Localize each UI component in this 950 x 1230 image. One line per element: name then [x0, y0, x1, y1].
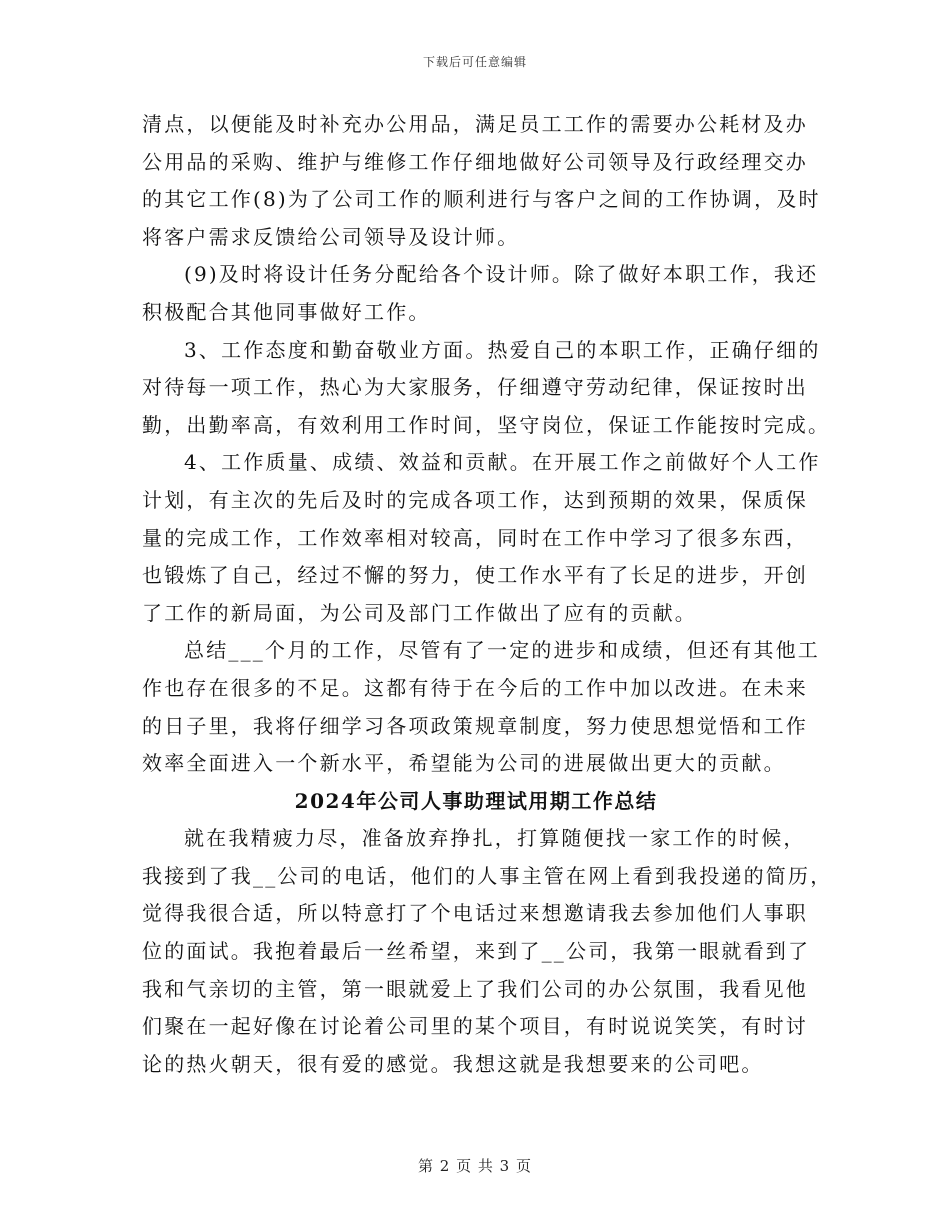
paragraph-line: 3、工作态度和勤奋敬业方面。热爱自己的本职工作，正确仔细的	[184, 337, 821, 362]
document-body	[142, 106, 833, 1083]
paragraph-line: 了工作的新局面，为公司及部门工作做出了应有的贡献。	[142, 600, 697, 625]
paragraph-line: 清点，以便能及时补充办公用品，满足员工工作的需要办公耗材及办	[142, 112, 808, 136]
paragraph-line: 们聚在一起好像在讨论着公司里的某个项目，有时说说笑笑，有时讨	[142, 1014, 808, 1039]
paragraph-line: 觉得我很合适，所以特意打了个电话过来想邀请我去参加他们人事职	[142, 901, 808, 926]
paragraph-line: (9)及时将设计任务分配给各个设计师。除了做好本职工作，我还	[184, 262, 819, 287]
paragraph-line: 公用品的采购、维护与维修工作仔细地做好公司领导及行政经理交办	[142, 149, 808, 174]
paragraph-line: 位的面试。我抱着最后一丝希望，来到了__公司，我第一眼就看到了	[142, 939, 811, 964]
paragraph-line: 计划，有主次的先后及时的完成各项工作，达到预期的效果，保质保	[142, 487, 808, 512]
paragraph-line: 作也存在很多的不足。这都有待于在今后的工作中加以改进。在未来	[142, 675, 808, 700]
paragraph-line: 总结___个月的工作，尽管有了一定的进步和成绩，但还有其他工	[184, 638, 820, 663]
paragraph-line: 对待每一项工作，热心为大家服务，仔细遵守劳动纪律，保证按时出	[142, 375, 808, 400]
section-title: 2024年公司人事助理试用期工作总结	[294, 788, 658, 813]
paragraph-line: 我接到了我__公司的电话，他们的人事主管在网上看到我投递的简历，	[142, 863, 833, 888]
paragraph-line: 的其它工作(8)为了公司工作的顺利进行与客户之间的工作协调，及时	[142, 187, 821, 212]
paragraph-line: 将客户需求反馈给公司领导及设计师。	[142, 224, 520, 249]
paragraph-line: 我和气亲切的主管，第一眼就爱上了我们公司的办公氛围，我看见他	[142, 976, 808, 1001]
paragraph-line: 勤，出勤率高，有效利用工作时间，坚守岗位，保证工作能按时完成。	[142, 412, 831, 437]
header-note: 下载后可任意编辑	[422, 55, 527, 69]
paragraph-line: 效率全面进入一个新水平，希望能为公司的进展做出更大的贡献。	[142, 751, 786, 776]
paragraph-line: 的日子里，我将仔细学习各项政策规章制度，努力使思想觉悟和工作	[142, 713, 808, 738]
paragraph-line: 就在我精疲力尽，准备放弃挣扎，打算随便找一家工作的时候，	[184, 826, 806, 851]
page-number: 第 2 页 共 3 页	[418, 1157, 532, 1175]
paragraph-line: 论的热火朝天，很有爱的感觉。我想这就是我想要来的公司吧。	[142, 1051, 764, 1076]
paragraph-line: 也锻炼了自己，经过不懈的努力，使工作水平有了长足的进步，开创	[142, 563, 808, 588]
paragraph-line: 积极配合其他同事做好工作。	[142, 299, 431, 324]
paragraph-line: 4、工作质量、成绩、效益和贡献。在开展工作之前做好个人工作	[184, 450, 821, 475]
paragraph-line: 量的完成工作，工作效率相对较高，同时在工作中学习了很多东西，	[142, 525, 808, 550]
